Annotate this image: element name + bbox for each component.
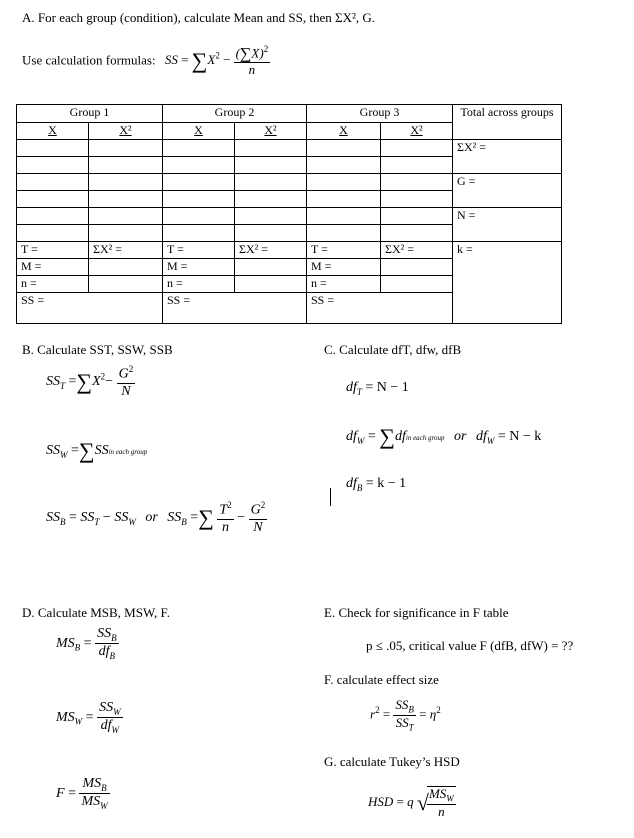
group-1-header: Group 1 — [17, 105, 163, 123]
g2-sumx2: ΣX² = — [235, 242, 307, 259]
col-x2-1: X² — [89, 123, 163, 140]
g2-m: M = — [163, 259, 235, 276]
group-3-header: Group 3 — [307, 105, 453, 123]
data-table — [16, 104, 562, 324]
section-g-title: G. calculate Tukey’s HSD — [324, 754, 460, 769]
g1-sumx2: ΣX² = — [89, 242, 163, 259]
col-x-2: X — [163, 123, 235, 140]
formula-ssb: $SS_B = SS_T - SS_W$ or $SS_B$ =∑ $\frac{T^2}{n}$ − $\frac{G^2}{N}$ — [46, 500, 266, 535]
col-x2-2: X² — [235, 123, 307, 140]
col-x-3: X — [307, 123, 381, 140]
formula-hsd: HSD = q √ $\frac{MS_W}{n}$ — [368, 786, 454, 819]
g2-ss: SS = — [163, 293, 307, 324]
formula-dfb: $df_B = k - 1$ — [346, 476, 407, 493]
g1-ss: SS = — [17, 293, 163, 324]
g3-ss: SS = — [307, 293, 453, 324]
g3-m: M = — [307, 259, 381, 276]
g1-t: T = — [17, 242, 89, 259]
formula-ssw: $SS_W$ =∑SSin each group — [46, 438, 148, 463]
section-a-instruction: A. For each group (condition), calculate Mean and SS, then ΣX², G. — [22, 10, 375, 25]
formula-dft: $df_T = N - 1$ — [346, 380, 409, 397]
group-2-header: Group 2 — [163, 105, 307, 123]
total-header: Total across groups — [453, 105, 562, 140]
g2-t: T = — [163, 242, 235, 259]
total-n: N = — [453, 208, 562, 242]
g1-n: n = — [17, 276, 89, 293]
text-cursor — [330, 488, 331, 506]
formula-msb: $MS_B$ = $\frac{SS_B}{df_B}$ — [56, 626, 117, 661]
g3-sumx2: ΣX² = — [381, 242, 453, 259]
g3-t: T = — [307, 242, 381, 259]
formula-sst: $SS_T =\sum X^2-$ $\frac{G^2}{N}$ — [46, 364, 134, 399]
formula-effect-size: $r^2$ = $\frac{SS_B}{SS_T}$ = $\eta^2$ — [370, 697, 441, 733]
section-d-title: D. Calculate MSB, MSW, F. — [22, 605, 170, 620]
section-b-title: B. Calculate SST, SSW, SSB — [22, 342, 173, 357]
formula-msw: $MS_W$ = $\frac{SS_W}{df_W}$ — [56, 700, 121, 735]
g1-m: M = — [17, 259, 89, 276]
section-e-title: E. Check for significance in F table — [324, 605, 509, 620]
significance-criterion: p ≤ .05, critical value F (dfB, dfW) = ?? — [366, 638, 574, 653]
total-k: k = — [453, 242, 562, 324]
col-x-1: X — [17, 123, 89, 140]
col-x2-3: X² — [381, 123, 453, 140]
formula-intro: Use calculation formulas: — [22, 52, 156, 68]
total-sumx2: ΣX² = — [453, 140, 562, 174]
section-f-title: F. calculate effect size — [324, 672, 439, 687]
g2-n: n = — [163, 276, 235, 293]
formula-f: F = $\frac{MS_B}{MS_W}$ — [56, 776, 108, 811]
total-g: G = — [453, 174, 562, 208]
g3-n: n = — [307, 276, 381, 293]
formula-a: Use calculation formulas: SS = $\sum X^2$ − $\frac{(\sum X)^2}{n}$ — [22, 44, 269, 78]
section-c-title: C. Calculate dfT, dfw, dfB — [324, 342, 462, 357]
formula-dfw: $df_W$ = ∑dfin each group or $df_W = N - k$ — [346, 424, 542, 449]
